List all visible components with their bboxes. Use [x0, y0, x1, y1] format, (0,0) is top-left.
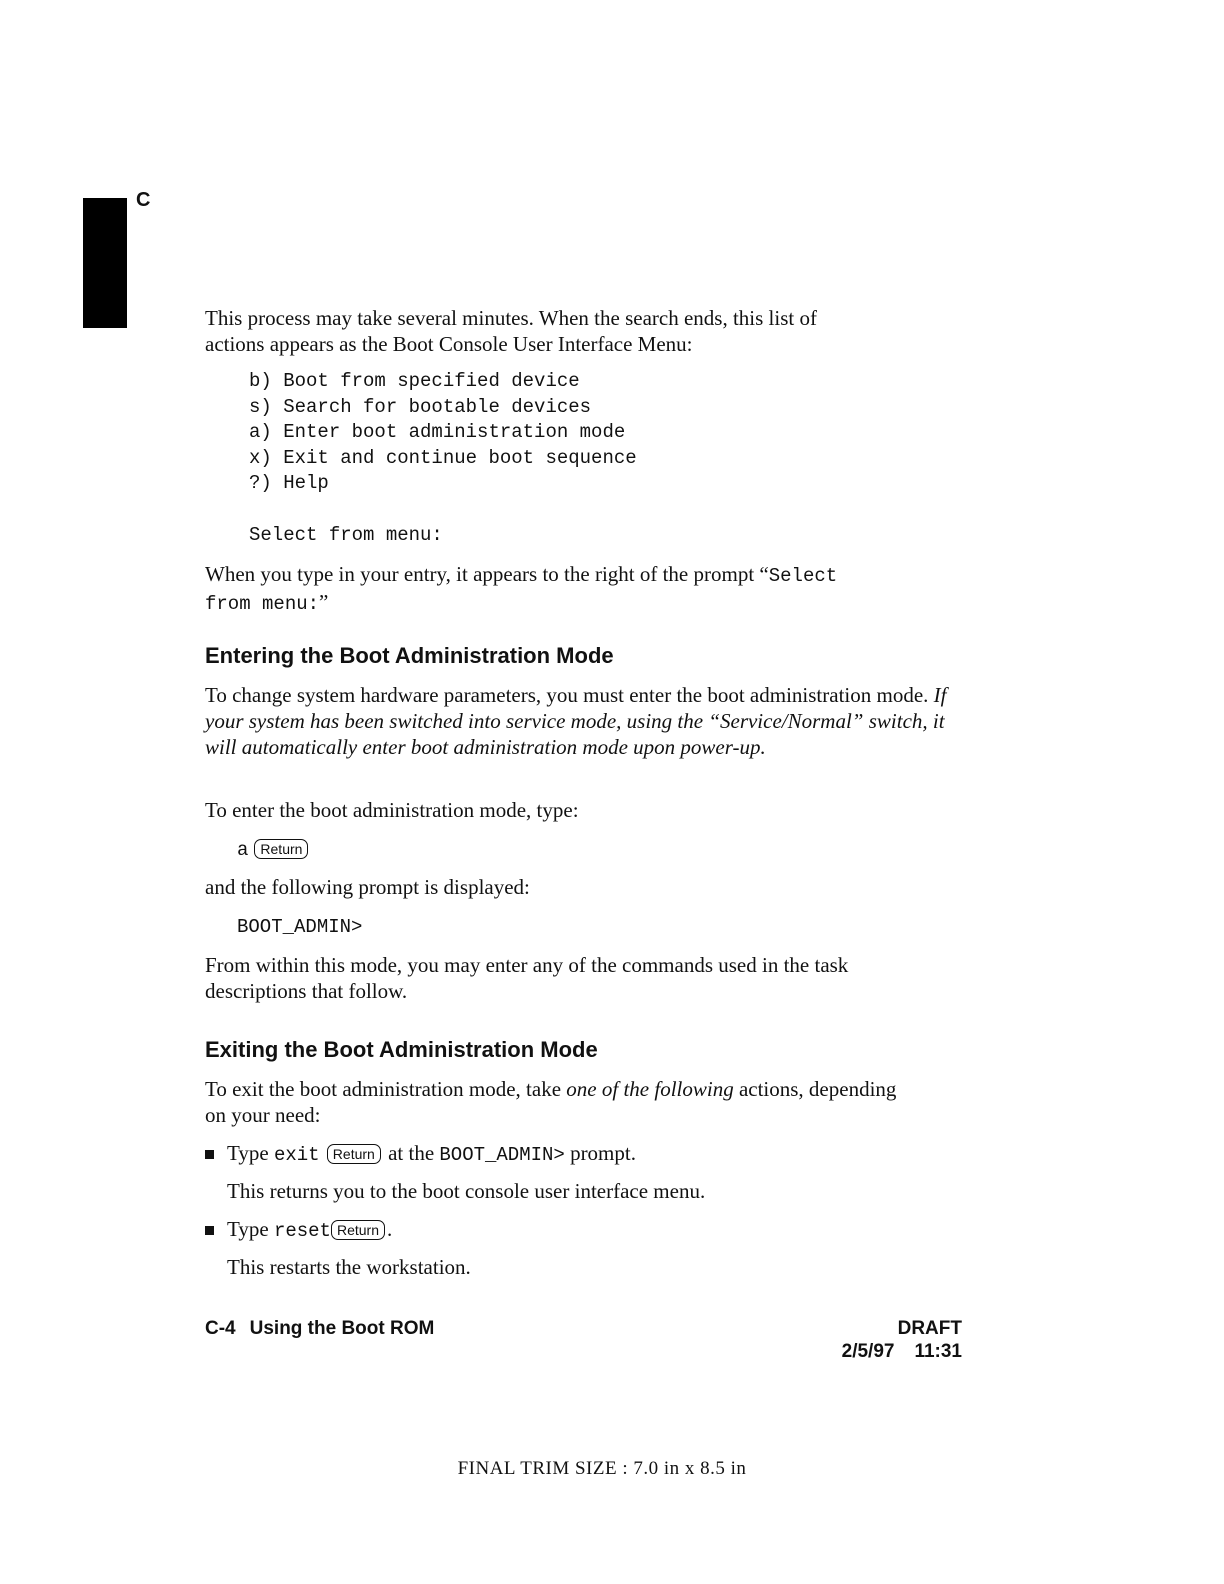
page-footer-left [205, 1318, 434, 1340]
chapter-title: Using the Boot ROM [249, 1318, 435, 1339]
return-key: Return [331, 1220, 385, 1240]
return-key: Return [327, 1144, 381, 1164]
enter-instruction: To enter the boot administration mode, type: [205, 798, 579, 822]
command-reset: reset [273, 1220, 331, 1242]
trim-size-note: FINAL TRIM SIZE : 7.0 in x 8.5 in [457, 1458, 747, 1479]
service-mode-note: If your system has been switched into service mode, using the “Service/Normal” switch, it will automatically enter boot administration mode upon power-up. [205, 683, 947, 759]
page-number: C-4 [205, 1318, 236, 1339]
draft-label: DRAFT [897, 1318, 962, 1339]
bullet-reset: Type reset Return . [227, 1217, 393, 1242]
menu-item: b) Boot from specified device [249, 370, 580, 392]
prompt-displayed-text: and the following prompt is displayed: [205, 875, 530, 899]
bullet-exit: Type exit Return at the BOOT_ADMIN> prompt. [227, 1141, 636, 1166]
menu-item: ?) Help [249, 472, 329, 495]
command-exit: exit [273, 1144, 320, 1166]
draft-date: 2/5/97 [841, 1341, 895, 1362]
mode-description: From within this mode, you may enter any of the commands used in the task descriptions that follow. [205, 953, 849, 1003]
boot-menu-listing [249, 369, 637, 497]
entry-note: When you type in your entry, it appears to the right of the prompt “Select from menu:” [205, 562, 838, 615]
draft-datetime [842, 1341, 962, 1363]
draft-time: 11:31 [914, 1341, 962, 1362]
intro-line-2: actions appears as the Boot Console User Interface Menu: [205, 332, 693, 356]
bullet-exit-description: This returns you to the boot console user interface menu. [227, 1179, 706, 1203]
boot-admin-prompt-inline: BOOT_ADMIN> [439, 1144, 565, 1166]
entering-paragraph: To change system hardware parameters, you must enter the boot administration mode. If your system has been switched into service mode, using the “Service/Normal” switch, it will automatically enter boot administration mode upon power-up. [205, 683, 947, 759]
intro-paragraph [205, 305, 975, 357]
boot-admin-prompt: BOOT_ADMIN> [237, 916, 363, 938]
menu-item: s) Search for bootable devices [249, 395, 592, 418]
menu-prompt: Select from menu: [249, 524, 443, 546]
entry-code-from-menu: from menu: [205, 593, 320, 615]
enter-command [237, 837, 310, 864]
bullet-reset-description: This restarts the workstation. [227, 1255, 471, 1279]
menu-item: a) Enter boot administration mode [249, 421, 626, 444]
entry-code-select: Select [768, 565, 838, 587]
bullet-marker [205, 1226, 214, 1235]
menu-item: x) Exit and continue boot sequence [249, 446, 637, 469]
section-heading-exiting: Exiting the Boot Administration Mode [205, 1037, 598, 1062]
chapter-tab-letter: C [136, 189, 151, 211]
bullet-marker [205, 1150, 214, 1159]
intro-line-1: This process may take several minutes. When the search ends, this list of [205, 306, 817, 330]
command-a: a [237, 839, 249, 861]
chapter-tab-bar [83, 198, 127, 328]
return-key: Return [254, 839, 308, 859]
section-heading-entering: Entering the Boot Administration Mode [205, 643, 614, 668]
exiting-paragraph: To exit the boot administration mode, take one of the following actions, depending on your need: [205, 1077, 897, 1127]
